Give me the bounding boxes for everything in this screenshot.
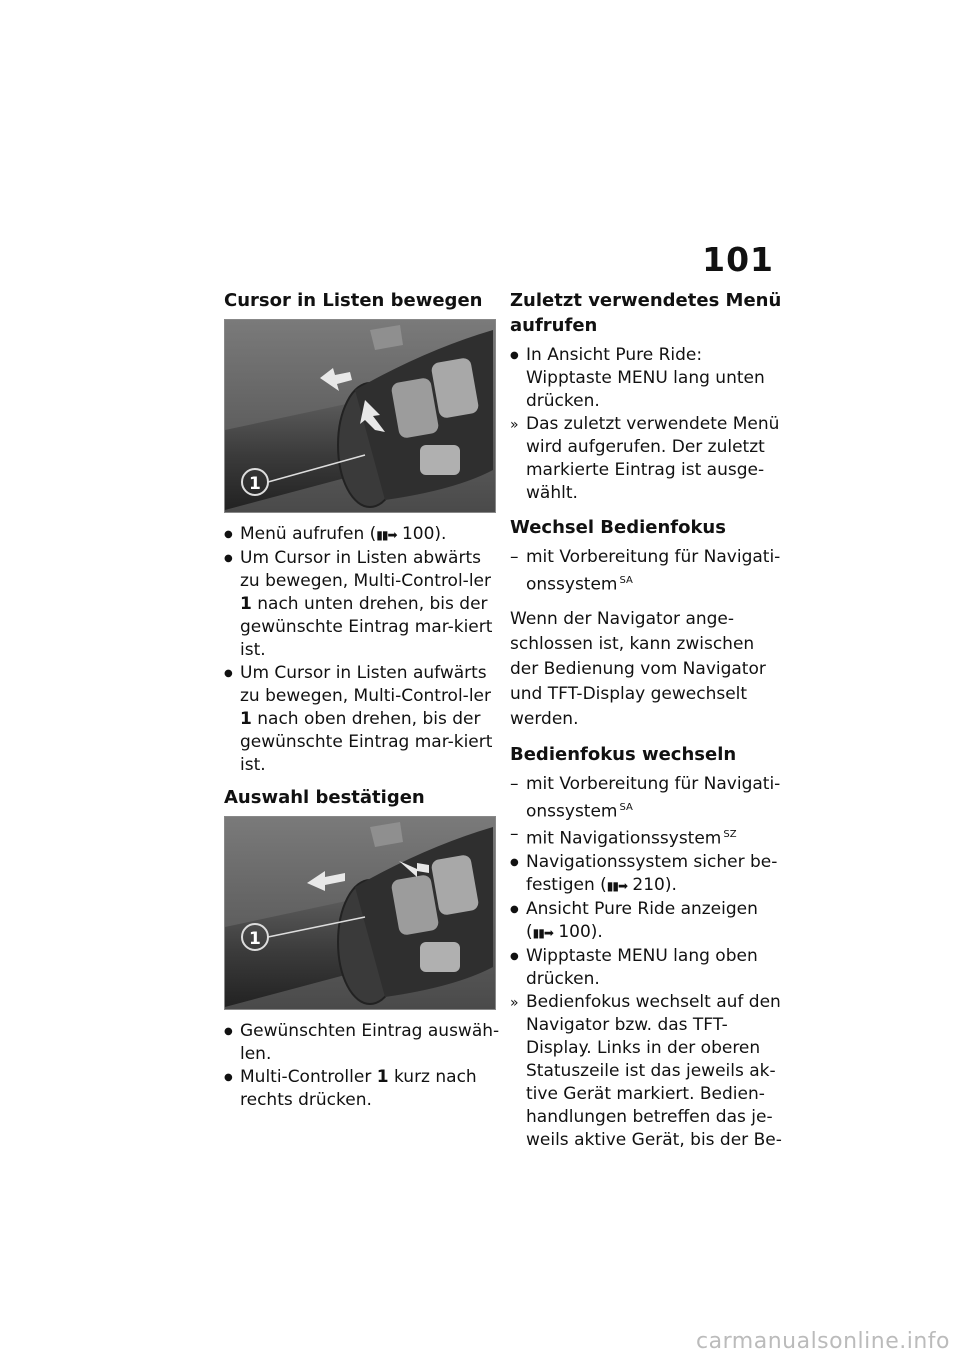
result-item: » Das zuletzt verwendete Menü wird aufgerufen. Der zuletzt markierte Eintrag ist ausge-wählt. [510, 413, 786, 505]
condition-item: – mit Vorbereitung für Navigati-onssystem $^{SA}$ [510, 546, 786, 597]
page-ref-link[interactable]: 100 [558, 921, 591, 942]
handlebar-photo-rotate [224, 319, 496, 513]
list-zuletzt-steps [510, 344, 786, 505]
heading-auswahl-bestaetigen: Auswahl bestätigen [224, 787, 425, 808]
figure-label-1: 1 [249, 474, 261, 494]
ref-arrow-icon: ▮▮➡ [532, 925, 553, 940]
list-bedienfokus-steps [510, 773, 786, 1152]
list-auswahl-steps [224, 1020, 500, 1112]
figure-label-1: 1 [249, 929, 261, 949]
list-item: ● In Ansicht Pure Ride: Wipptaste MENU lang unten drücken. [510, 344, 786, 413]
ref-arrow-icon: ▮▮➡ [606, 878, 628, 893]
list-item: ● Um Cursor in Listen abwärts zu bewegen, Multi-Control-ler 1 nach unten drehen, bis der gewünschte Eintrag mar-kiert ist. [224, 547, 500, 662]
list-item: ● Navigationssystem sicher be-festigen (▮▮➡ 210). [510, 851, 786, 898]
list-wechsel-conditions [510, 546, 786, 597]
heading-wechsel-bedienfokus: Wechsel Bedienfokus [510, 517, 726, 538]
list-item: ● Wipptaste MENU lang oben drücken. [510, 945, 786, 991]
page-number: 101 [702, 240, 774, 279]
list-item: ● Um Cursor in Listen aufwärts zu bewegen, Multi-Control-ler 1 nach oben drehen, bis der gewünschte Eintrag mar-kiert ist. [224, 662, 500, 777]
heading-cursor-in-listen: Cursor in Listen bewegen [224, 290, 483, 311]
list-cursor-steps [224, 523, 500, 777]
condition-item: – mit Vorbereitung für Navigati-onssystem $^{SA}$ [510, 773, 786, 824]
condition-item: – mit Navigationssystem $^{SZ}$ [510, 823, 786, 851]
paragraph-wechsel: Wenn der Navigator ange-schlossen ist, kann zwischen der Bedienung vom Navigator und TFT-Display gewechselt werden. [510, 608, 766, 729]
watermark-text: carmanualsonline.info [696, 1329, 950, 1354]
list-item: ● Ansicht Pure Ride anzeigen (▮▮➡ 100). [510, 898, 786, 945]
page-ref-link[interactable]: 210 [632, 874, 665, 895]
list-item: ● Gewünschten Eintrag auswäh-len. [224, 1020, 500, 1066]
heading-bedienfokus-wechseln: Bedienfokus wechseln [510, 743, 737, 765]
right-column [510, 288, 786, 1152]
heading-zuletzt-verwendetes-menue: Zuletzt verwendetes Menü aufrufen [510, 290, 782, 336]
left-column [224, 288, 500, 1112]
handlebar-photo-press [224, 816, 496, 1010]
list-item: ● Menü aufrufen (▮▮➡ 100). [224, 523, 500, 547]
result-item: » Bedienfokus wechselt auf den Navigator bzw. das TFT-Display. Links in der oberen Statuszeile ist das jeweils ak-tive Gerät markiert. Bedien-handlungen betreffen das je-weils aktive Gerät, bis der Be- [510, 991, 786, 1152]
page-ref-link[interactable]: 100 [401, 524, 435, 544]
list-item: ● Multi-Controller 1 kurz nach rechts drücken. [224, 1066, 500, 1112]
ref-arrow-icon: ▮▮➡ [376, 528, 397, 542]
